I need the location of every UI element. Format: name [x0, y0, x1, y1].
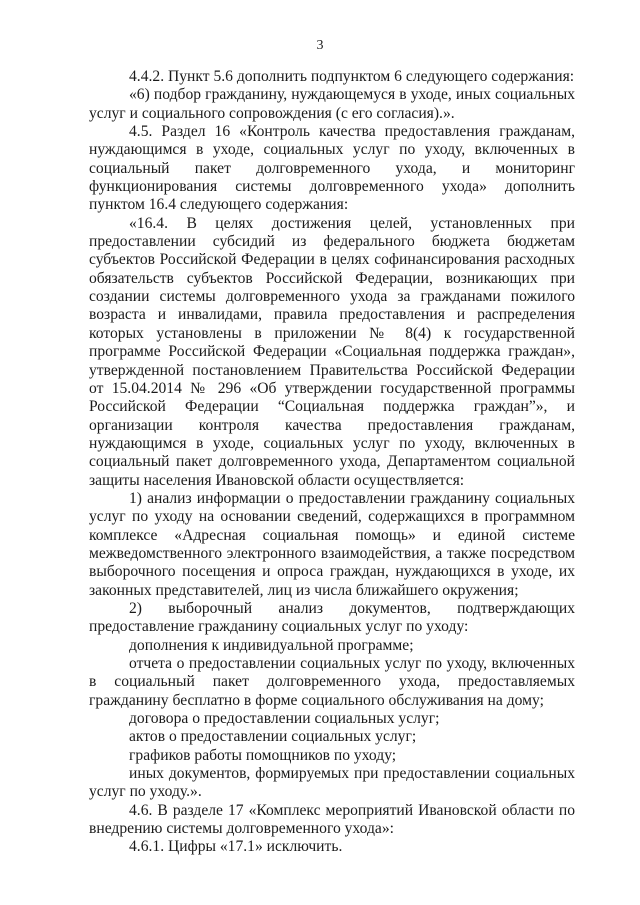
list-subitem: графиков работы помощников по уходу;	[129, 746, 397, 764]
list-subitem: иных документов, формируемых при предоставлении социальных услуг по уходу.».	[89, 765, 575, 801]
document-body	[89, 68, 575, 857]
page-number: 3	[316, 38, 324, 53]
list-subitem: отчета о предоставлении социальных услуг по уходу, включенных в социальный пакет долговременного ухода, предоставляемых гражданину бесплатно в форме социального обслуживания на дому;	[89, 655, 575, 709]
paragraph-4-6-1: 4.6.1. Цифры «17.1» исключить.	[129, 838, 343, 856]
paragraph-4-4-2: 4.4.2. Пункт 5.6 дополнить подпунктом 6 следующего содержания:	[129, 68, 575, 85]
paragraph-4-5: 4.5. Раздел 16 «Контроль качества предоставления гражданам, нуждающимся в уходе, социальных услуг по уходу, включенных в социальный пакет долговременного ухода, и мониторинг функционирования системы долговременного ухода» дополнить пунктом 16.4 следующего содержания:	[89, 123, 575, 214]
list-subitem: актов о предоставлении социальных услуг;	[129, 728, 417, 746]
paragraph-4-6: 4.6. В разделе 17 «Комплекс мероприятий Ивановской области по внедрению системы долговременного ухода»:	[89, 801, 575, 838]
list-item-1: 1) анализ информации о предоставлении гражданину социальных услуг по уходу на основании сведений, содержащихся в программном комплексе «Адресная социальная помощь» и единой системе межведомственного электронного взаимодействия, а также посредством выборочного посещения и опроса граждан, нуждающихся в уходе, их законных представителей, лиц из числа ближайшего окружения;	[89, 489, 575, 599]
list-subitem: дополнения к индивидуальной программе;	[129, 636, 414, 654]
paragraph-subpoint-6: «6) подбор гражданину, нуждающемуся в уходе, иных социальных услуг и социального сопровождения (с его согласия).».	[89, 86, 575, 122]
paragraph-16-4: «16.4. В целях достижения целей, установленных при предоставлении субсидий из федерального бюджета бюджетам субъектов Российской Федерации в целях софинансирования расходных обязательств субъектов Российской Федерации, возникающих при создании системы долговременного ухода за гражданами пожилого возраста и инвалидами, правила предоставления и распределения которых установлены в приложении № 8(4) к государственной программе Российской Федерации «Социальная поддержка граждан», утвержденной постановлением Правительства Российской Федерации от 15.04.2014 № 296 «Об утверждении государственной программы Российской Федерации “Социальная поддержка граждан”», и организации контроля качества предоставления гражданам, нуждающимся в уходе, социальных услуг по уходу, включенных в социальный пакет долговременного ухода, Департаментом социальной защиты населения Ивановской области осуществляется:	[89, 214, 575, 489]
list-subitem: договора о предоставлении социальных услуг;	[129, 710, 440, 728]
list-item-2: 2) выборочный анализ документов, подтверждающих предоставление гражданину социальных услуг по уходу:	[89, 599, 575, 636]
